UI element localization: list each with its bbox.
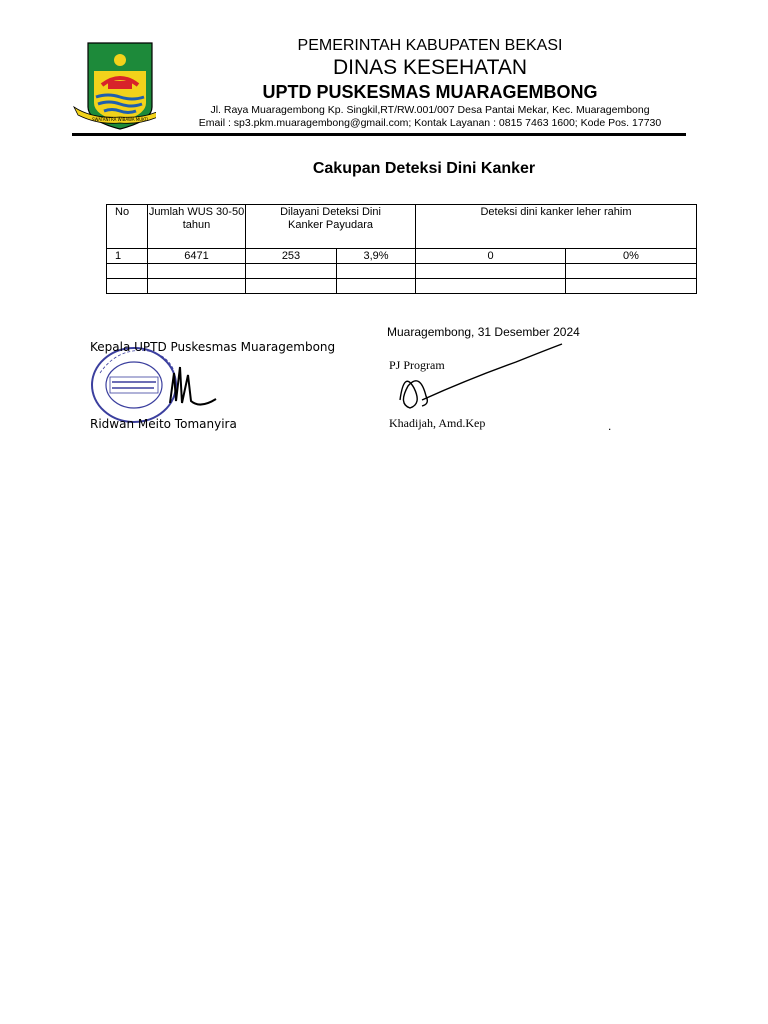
header-no: No <box>107 205 148 249</box>
kabupaten-bekasi-emblem-icon <box>72 41 156 133</box>
header-kanker-payudara <box>246 205 416 249</box>
cell-rahim-persen <box>566 264 697 279</box>
cell-rahim-jumlah <box>416 264 566 279</box>
letterhead-institution: UPTD PUSKESMAS MUARAGEMBONG <box>262 82 598 102</box>
table-header-row <box>107 205 697 249</box>
letterhead-government: PEMERINTAH KABUPATEN BEKASI <box>297 37 563 54</box>
cell-rahim-jumlah: 0 <box>416 249 566 264</box>
cell-payudara-persen: 3,9% <box>337 249 416 264</box>
letterhead-address: Jl. Raya Muaragembong Kp. Singkil,RT/RW.001/007 Desa Pantai Mekar, Kec. Muaragembong <box>210 104 650 116</box>
header-jumlah-wus: Jumlah WUS 30-50 tahun <box>148 205 246 249</box>
report-table <box>106 204 697 294</box>
table-row <box>107 279 697 294</box>
cell-jumlah-wus: 6471 <box>148 249 246 264</box>
official-stamp-icon <box>88 343 228 425</box>
signatory-left-title: Kepala UPTD Puskesmas Muaragembong <box>90 340 336 354</box>
cell-payudara-jumlah <box>246 264 337 279</box>
trailing-dot: . <box>608 419 612 433</box>
signatory-right-name: Khadijah, Amd.Kep <box>389 416 486 430</box>
signing-place-date: Muaragembong, 31 Desember 2024 <box>387 325 580 339</box>
cell-no: 1 <box>107 249 148 264</box>
cell-jumlah-wus <box>148 279 246 294</box>
document-title: Cakupan Deteksi Dini Kanker <box>312 160 536 177</box>
cell-rahim-persen <box>566 279 697 294</box>
letterhead-divider <box>72 133 686 136</box>
cell-jumlah-wus <box>148 264 246 279</box>
table-row <box>107 249 697 264</box>
letterhead-contact: Email : sp3.pkm.muaragembong@gmail.com; Kontak Layanan : 0815 7463 1600; Kode Pos. 17730 <box>198 117 662 129</box>
header-kanker-leher-rahim: Deteksi dini kanker leher rahim <box>416 205 697 249</box>
cell-rahim-persen: 0% <box>566 249 697 264</box>
cell-payudara-persen <box>337 264 416 279</box>
table-row <box>107 264 697 279</box>
signatory-left-name: Ridwan Meito Tomanyira <box>90 417 237 431</box>
letterhead-agency: DINAS KESEHATAN <box>332 56 528 79</box>
handwritten-signature-icon <box>396 340 566 416</box>
cell-payudara-jumlah <box>246 279 337 294</box>
svg-text:SWATANTRA WIBAWA MUKTI: SWATANTRA WIBAWA MUKTI <box>91 117 149 122</box>
cell-payudara-persen <box>337 279 416 294</box>
cell-no <box>107 264 148 279</box>
signatory-right-title: PJ Program <box>389 358 445 372</box>
cell-rahim-jumlah <box>416 279 566 294</box>
cell-payudara-jumlah: 253 <box>246 249 337 264</box>
cell-no <box>107 279 148 294</box>
header-kanker-payudara-label: Dilayani Deteksi Dini Kanker Payudara <box>280 206 381 231</box>
